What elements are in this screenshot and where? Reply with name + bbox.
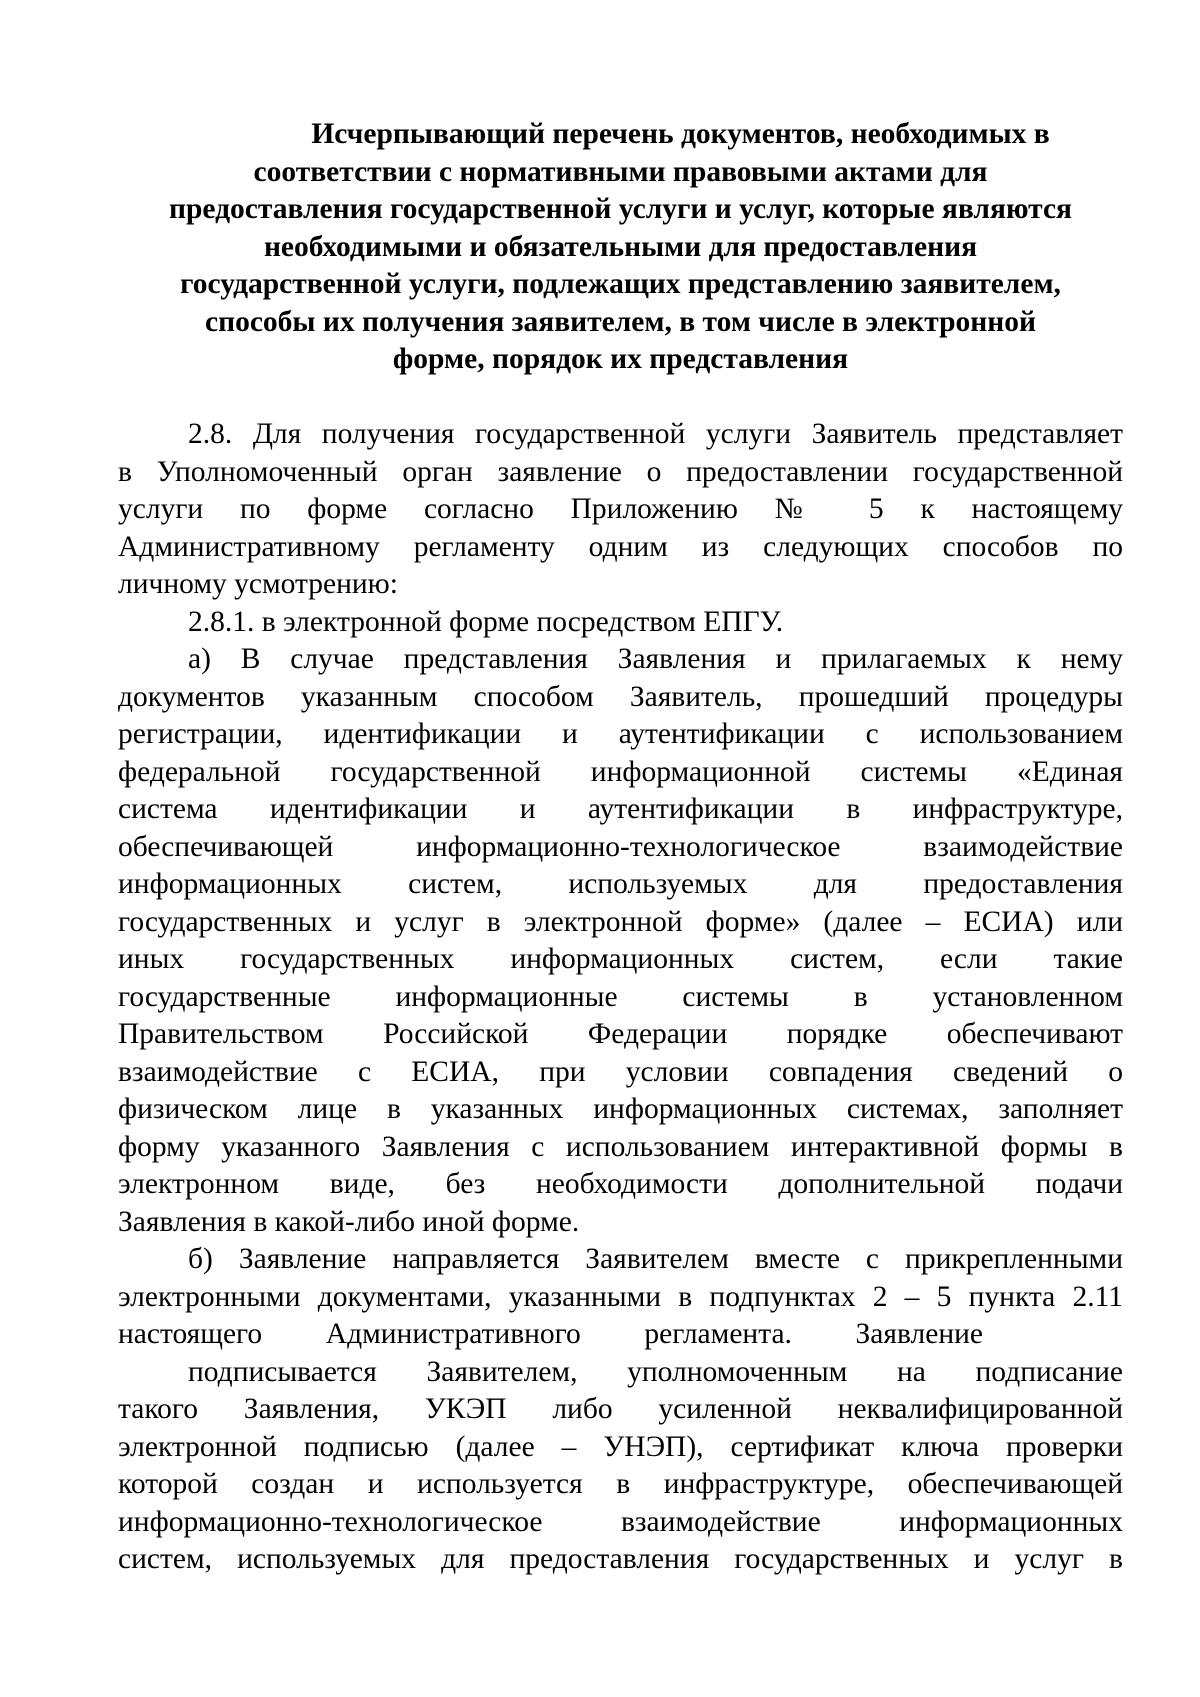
body-line: физическом лице в указанных информационных системах, заполняет: [118, 1093, 1123, 1125]
body-line: взаимодействие с ЕСИА, при условии совпадения сведений о: [118, 1055, 1123, 1088]
body-line: информационных систем, используемых для предоставления: [118, 868, 1123, 900]
body-line: в Уполномоченный орган заявление о предоставлении государственной: [118, 455, 1123, 488]
body-line: государственные информационные системы в установленном: [118, 980, 1123, 1013]
body-line: 2.8.1. в электронной форме посредством ЕПГУ.: [188, 605, 784, 638]
body-line: информационно-технологическое взаимодействие информационных: [118, 1505, 1123, 1538]
body-line: система идентификации и аутентификации в инфраструктуре,: [118, 793, 1123, 825]
body-line: форму указанного Заявления с использованием интерактивной формы в: [118, 1130, 1123, 1163]
body-line: электронными документами, указанными в подпунктах 2 – 5 пункта 2.11: [118, 1280, 1123, 1313]
body-line: регистрации, идентификации и аутентификации с использованием: [118, 718, 1123, 750]
body-line: обеспечивающей информационно-технологическое взаимодействие: [118, 830, 1123, 863]
body-line: систем, используемых для предоставления государственных и услуг в: [118, 1543, 1123, 1575]
body-line: которой создан и используется в инфраструктуре, обеспечивающей: [118, 1468, 1123, 1500]
body-line: настоящего Административного регламента. Заявление: [118, 1318, 983, 1350]
document-heading: [118, 116, 1123, 379]
body-line: электронном виде, без необходимости дополнительной подачи: [118, 1168, 1123, 1200]
body-line: государственных и услуг в электронной форме» (далее – ЕСИА) или: [118, 905, 1123, 938]
heading-line: предоставления государственной услуги и услуг, которые являются: [168, 193, 1073, 225]
body-line: подписывается Заявителем, уполномоченным на подписание: [188, 1355, 1123, 1388]
body-line: а) В случае представления Заявления и прилагаемых к нему: [188, 643, 1123, 675]
body-line: документов указанным способом Заявитель, прошедший процедуры: [118, 680, 1123, 713]
body-line: услуги по форме согласно Приложению № 5 к настоящему: [118, 493, 1123, 525]
body-line: федеральной государственной информационной системы «Единая: [118, 755, 1123, 788]
heading-line: форме, порядок их представления: [392, 343, 849, 375]
body-line: личному усмотрению:: [118, 568, 398, 600]
heading-line: соответствии с нормативными правовыми актами для: [253, 155, 988, 188]
body-line: 2.8. Для получения государственной услуги Заявитель представляет: [188, 418, 1123, 450]
body-line: иных государственных информационных систем, если такие: [118, 943, 1123, 975]
body-line: Правительством Российской Федерации порядке обеспечивают: [118, 1018, 1123, 1050]
heading-line: государственной услуги, подлежащих представлению заявителем,: [180, 268, 1061, 300]
heading-line: необходимыми и обязательными для предоставления: [263, 230, 978, 263]
body-line: Заявления в какой-либо иной форме.: [118, 1205, 580, 1238]
body-line: такого Заявления, УКЭП либо усиленной неквалифицированной: [118, 1393, 1123, 1425]
body-line: б) Заявление направляется Заявителем вместе с прикрепленными: [188, 1243, 1123, 1275]
document-body: [118, 416, 1123, 1579]
heading-line: способы их получения заявителем, в том числе в электронной: [205, 305, 1036, 338]
body-line: электронной подписью (далее – УНЭП), сертификат ключа проверки: [118, 1430, 1123, 1463]
heading-line: Исчерпывающий перечень документов, необходимых в: [311, 118, 1050, 150]
body-line: Административному регламенту одним из следующих способов по: [118, 530, 1123, 563]
